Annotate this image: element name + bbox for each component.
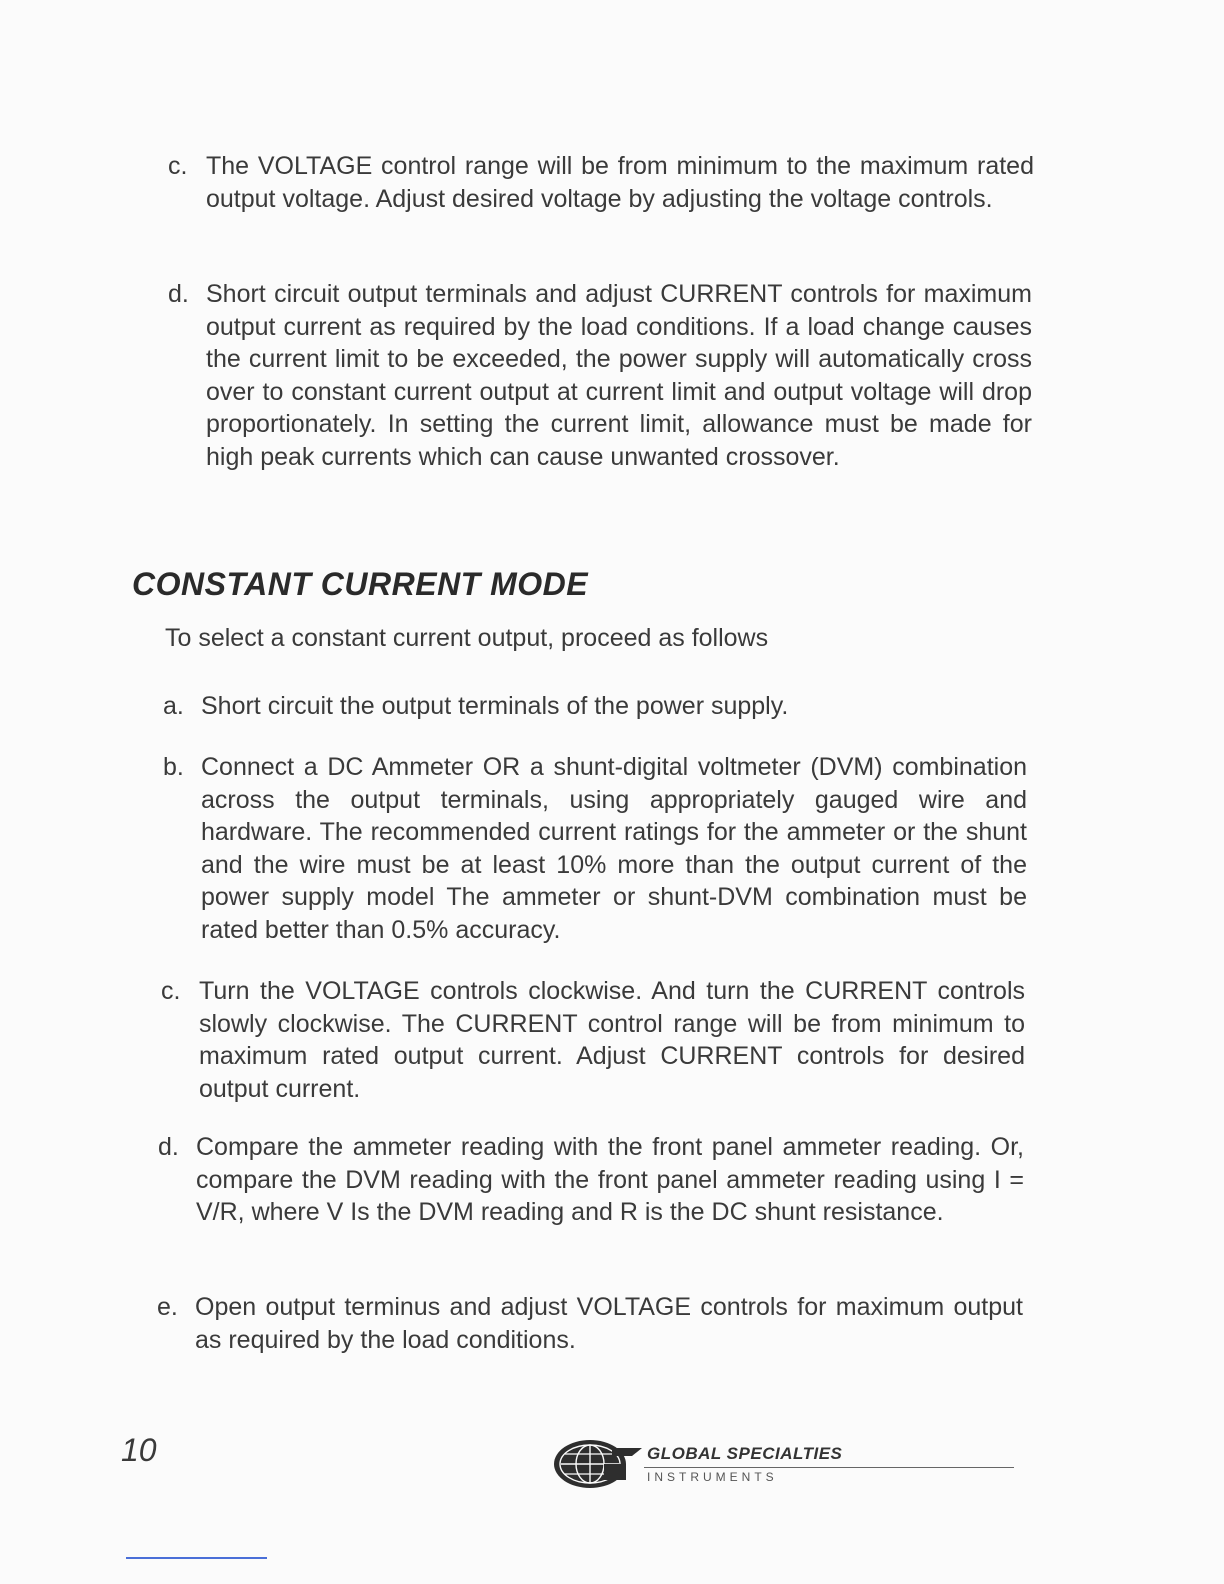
page-number: 10 xyxy=(121,1432,157,1468)
bottom-accent-line xyxy=(126,1557,267,1559)
list-marker: b. xyxy=(163,753,184,781)
list-item-text: The VOLTAGE control range will be from minimum to the maximum rated output voltage. Adjust desired voltage by adjusting the voltage controls. xyxy=(206,152,1034,213)
brand-name: GLOBAL SPECIALTIES xyxy=(647,1444,843,1463)
list-item-a-short-circuit xyxy=(163,690,1023,723)
section-intro: To select a constant current output, proceed as follows xyxy=(165,624,769,652)
brand-logo xyxy=(552,1434,1022,1494)
section-heading: CONSTANT CURRENT MODE xyxy=(132,566,589,602)
list-item-b-ammeter xyxy=(163,751,1027,946)
list-item-text: Turn the VOLTAGE controls clockwise. And turn the CURRENT controls slowly clockwise. The CURRENT control range will be from minimum to maximum rated output current. Adjust CURRENT controls for desired output current. xyxy=(199,977,1025,1103)
list-marker: d. xyxy=(168,280,189,308)
list-item-text: Connect a DC Ammeter OR a shunt-digital voltmeter (DVM) combination across the output terminals, using appropriately gauged wire and hardware. The recommended current ratings for the ammeter or the shunt and the wire must be at least 10% more than the output current of the power supply model The ammeter or shunt-DVM combination must be rated better than 0.5% accuracy. xyxy=(201,753,1027,944)
list-marker: c. xyxy=(161,977,181,1005)
list-item-text: Short circuit output terminals and adjust CURRENT controls for maximum output current as required by the load conditions. If a load change causes the current limit to be exceeded, the power supply will automatically cross over to constant current output at current limit and output voltage will drop proportionately. In setting the current limit, allowance must be made for high peak currents which can cause unwanted crossover. xyxy=(206,280,1032,471)
list-item-text: Compare the ammeter reading with the front panel ammeter reading. Or, compare the DVM reading with the front panel ammeter reading using I = V/R, where V Is the DVM reading and R is the DC shunt resistance. xyxy=(196,1133,1024,1226)
list-item-c-voltage xyxy=(168,150,1034,215)
list-marker: d. xyxy=(158,1133,179,1161)
list-item-e-open-output xyxy=(157,1291,1023,1356)
list-marker: a. xyxy=(163,692,184,720)
list-item-text: Short circuit the output terminals of the power supply. xyxy=(201,692,789,720)
brand-subtitle: INSTRUMENTS xyxy=(647,1470,778,1484)
list-marker: c. xyxy=(168,152,188,180)
list-item-c-turn-controls xyxy=(161,975,1025,1105)
list-item-d-compare xyxy=(158,1131,1024,1229)
list-item-d-short-circuit xyxy=(168,278,1032,473)
brand-divider xyxy=(644,1467,1014,1468)
globe-g-logo-icon xyxy=(552,1434,644,1494)
list-marker: e. xyxy=(157,1293,178,1321)
list-item-text: Open output terminus and adjust VOLTAGE controls for maximum output as required by the load conditions. xyxy=(195,1293,1023,1354)
